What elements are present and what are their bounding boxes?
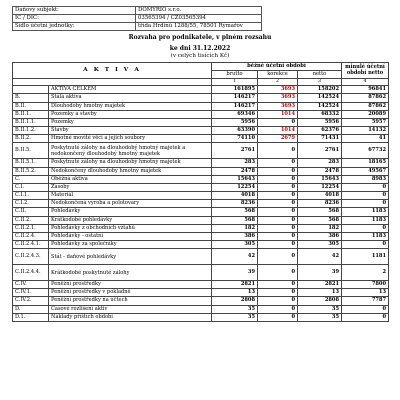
netto-value: 283 — [298, 159, 342, 167]
korekce-value: 0 — [258, 175, 298, 183]
korekce-value: 3693 — [258, 102, 298, 110]
netto-value: 12254 — [298, 183, 342, 191]
row-label: Peněžní prostředky na účtech — [49, 297, 212, 305]
row-label: Peněžní prostředky — [49, 281, 212, 289]
table-row — [13, 240, 389, 248]
index-blank — [13, 79, 212, 86]
korekce-header: korekce — [258, 71, 298, 79]
netto-value: 62376 — [298, 127, 342, 135]
previous-netto-value: 1183 — [342, 232, 389, 240]
info-value: DOMYRIO s.r.o. — [136, 7, 262, 15]
previous-netto-value: 7800 — [342, 281, 389, 289]
previous-netto-value: 0 — [342, 192, 389, 200]
netto-value: 8236 — [298, 200, 342, 208]
subject-info-table — [12, 6, 262, 31]
row-code: B.II.5.2. — [13, 167, 49, 175]
row-code: B.II. — [13, 102, 49, 110]
korekce-value: 0 — [258, 232, 298, 240]
korekce-value: 0 — [258, 118, 298, 126]
info-value: třída Hrdinů 1288/55, 78501 Rýmařov — [136, 23, 262, 31]
balance-sheet-table — [12, 62, 389, 322]
netto-value: 68332 — [298, 110, 342, 118]
table-row — [13, 208, 389, 216]
column-index-row — [13, 79, 389, 86]
row-label: Poskytnuté zálohy na dlouhodobý hmotný majetek — [49, 159, 212, 167]
previous-netto-value: 1181 — [342, 249, 389, 265]
previous-netto-value: 87862 — [342, 102, 389, 110]
table-row — [13, 159, 389, 167]
table-row — [13, 297, 389, 305]
netto-value: 568 — [298, 208, 342, 216]
korekce-value: 0 — [258, 159, 298, 167]
row-code: C.II.2.4.4. — [13, 265, 49, 281]
row-code: C.II.2. — [13, 216, 49, 224]
row-code — [13, 86, 49, 94]
column-number: 1 — [212, 79, 258, 86]
previous-netto-value: 87862 — [342, 94, 389, 102]
table-row — [13, 232, 389, 240]
korekce-value: 0 — [258, 249, 298, 265]
table-row — [13, 224, 389, 232]
row-code: B.II.1.2. — [13, 127, 49, 135]
table-row — [13, 305, 389, 313]
row-label: Hmotné movité věci a jejich soubory — [49, 135, 212, 143]
row-code: C.II. — [13, 208, 49, 216]
netto-value: 4018 — [298, 192, 342, 200]
netto-value: 386 — [298, 232, 342, 240]
info-row — [13, 15, 262, 23]
previous-netto-value: 18165 — [342, 159, 389, 167]
table-row — [13, 216, 389, 224]
netto-value: 71431 — [298, 135, 342, 143]
netto-value: 13 — [298, 289, 342, 297]
row-label: Zásoby — [49, 183, 212, 191]
table-row — [13, 102, 389, 110]
brutto-value: 13 — [212, 289, 258, 297]
table-row — [13, 110, 389, 118]
previous-netto-value: 41 — [342, 135, 389, 143]
row-label: Krátkodobé poskytnuté zálohy — [49, 265, 212, 281]
previous-netto-value: 0 — [342, 240, 389, 248]
previous-netto-value: 0 — [342, 313, 389, 321]
brutto-value: 39 — [212, 265, 258, 281]
netto-value: 182 — [298, 224, 342, 232]
brutto-value: 568 — [212, 208, 258, 216]
row-label: Pohledávky — [49, 208, 212, 216]
document-date: ke dni 31.12.2022 — [169, 45, 231, 52]
row-label: Dlouhodobý hmotný majetek — [49, 102, 212, 110]
row-label: Pohledávky z obchodních vztahů — [49, 224, 212, 232]
netto-value: 142524 — [298, 94, 342, 102]
netto-header: netto — [298, 71, 342, 79]
previous-netto-value: 1183 — [342, 208, 389, 216]
row-code: C.II.2.4.1. — [13, 240, 49, 248]
previous-netto-value: 0 — [342, 183, 389, 191]
brutto-value: 42 — [212, 249, 258, 265]
column-number: 3 — [298, 79, 342, 86]
previous-netto-value: 0 — [342, 200, 389, 208]
table-row — [13, 135, 389, 143]
table-row — [13, 86, 389, 94]
row-label: Stát - daňové pohledávky — [49, 249, 212, 265]
row-code: B.II.1. — [13, 110, 49, 118]
row-code: C.I.1. — [13, 192, 49, 200]
previous-netto-value: 0 — [342, 305, 389, 313]
row-label: Krátkodobé pohledávky — [49, 216, 212, 224]
netto-value: 158202 — [298, 86, 342, 94]
korekce-value: 0 — [258, 305, 298, 313]
table-row — [13, 94, 389, 102]
korekce-value: 0 — [258, 208, 298, 216]
row-label: Stavby — [49, 127, 212, 135]
netto-value: 42 — [298, 249, 342, 265]
row-label: Časové rozlišení aktiv — [49, 305, 212, 313]
column-number: 4 — [342, 79, 389, 86]
brutto-value: 146217 — [212, 94, 258, 102]
row-code: B.II.2. — [13, 135, 49, 143]
table-row — [13, 281, 389, 289]
current-period-header: běžné účetní období — [212, 63, 342, 71]
korekce-value: 0 — [258, 224, 298, 232]
column-number: 2 — [258, 79, 298, 86]
brutto-value: 2761 — [212, 143, 258, 159]
brutto-value: 4018 — [212, 192, 258, 200]
row-label: Nedokončený dlouhodobý hmotný majetek — [49, 167, 212, 175]
netto-value: 35 — [298, 305, 342, 313]
row-code: B. — [13, 94, 49, 102]
netto-value: 2478 — [298, 167, 342, 175]
korekce-value: 1014 — [258, 127, 298, 135]
row-code: C.IV. — [13, 281, 49, 289]
table-row — [13, 313, 389, 321]
table-row — [13, 200, 389, 208]
row-label: Pohledávky - ostatní — [49, 232, 212, 240]
document-page — [12, 6, 388, 322]
korekce-value: 0 — [258, 216, 298, 224]
info-label: Daňový subjekt: — [13, 7, 136, 15]
korekce-value: 3693 — [258, 94, 298, 102]
row-label: Pozemky — [49, 118, 212, 126]
brutto-value: 2808 — [212, 297, 258, 305]
korekce-value: 0 — [258, 167, 298, 175]
netto-value: 15643 — [298, 175, 342, 183]
info-row — [13, 7, 262, 15]
brutto-value: 63390 — [212, 127, 258, 135]
netto-value: 2808 — [298, 297, 342, 305]
info-label: Sídlo účetní jednotky: — [13, 23, 136, 31]
previous-period-header: minulé účetní období netto — [342, 63, 389, 79]
brutto-header: brutto — [212, 71, 258, 79]
row-label: Stálá aktiva — [49, 94, 212, 102]
row-code: C.IV.2. — [13, 297, 49, 305]
brutto-value: 74110 — [212, 135, 258, 143]
previous-netto-value: 20089 — [342, 110, 389, 118]
brutto-value: 35 — [212, 305, 258, 313]
table-row — [13, 118, 389, 126]
netto-value: 568 — [298, 216, 342, 224]
brutto-value: 305 — [212, 240, 258, 248]
brutto-value: 2478 — [212, 167, 258, 175]
previous-netto-value: 49567 — [342, 167, 389, 175]
row-code: C.I.2. — [13, 200, 49, 208]
aktiva-header: A K T I V A — [13, 63, 212, 79]
table-row — [13, 183, 389, 191]
korekce-value: 2679 — [258, 135, 298, 143]
row-code: C.IV.1. — [13, 289, 49, 297]
korekce-value: 0 — [258, 240, 298, 248]
row-label: Pozemky a stavby — [49, 110, 212, 118]
brutto-value: 2821 — [212, 281, 258, 289]
netto-value: 142524 — [298, 102, 342, 110]
table-row — [13, 127, 389, 135]
korekce-value: 0 — [258, 192, 298, 200]
previous-netto-value: 14132 — [342, 127, 389, 135]
previous-netto-value: 2 — [342, 265, 389, 281]
brutto-value: 146217 — [212, 102, 258, 110]
row-code: C.II.2.1. — [13, 224, 49, 232]
row-code: D. — [13, 305, 49, 313]
table-row — [13, 249, 389, 265]
row-code: B.II.5.1. — [13, 159, 49, 167]
brutto-value: 69346 — [212, 110, 258, 118]
row-label: AKTIVA CELKEM — [49, 86, 212, 94]
brutto-value: 386 — [212, 232, 258, 240]
document-title: Rozvaha pro podnikatele, v plném rozsahu — [128, 34, 272, 41]
korekce-value: 0 — [258, 281, 298, 289]
brutto-value: 161895 — [212, 86, 258, 94]
previous-netto-value: 13 — [342, 289, 389, 297]
korekce-value: 1014 — [258, 110, 298, 118]
table-row — [13, 265, 389, 281]
info-label: IČ / DIČ: — [13, 15, 136, 23]
row-code: C.II.2.4.3. — [13, 249, 49, 265]
row-label: Materiál — [49, 192, 212, 200]
row-label: Nedokončená výroba a polotovary — [49, 200, 212, 208]
brutto-value: 8236 — [212, 200, 258, 208]
table-row — [13, 175, 389, 183]
row-code: C.I. — [13, 183, 49, 191]
previous-netto-value: 0 — [342, 224, 389, 232]
table-row — [13, 192, 389, 200]
previous-netto-value: 96841 — [342, 86, 389, 94]
korekce-value: 0 — [258, 183, 298, 191]
row-code: B.II.1.1. — [13, 118, 49, 126]
previous-netto-value: 1183 — [342, 216, 389, 224]
row-label: Pohledávky za společníky — [49, 240, 212, 248]
row-label: Poskytnuté zálohy na dlouhodobý hmotný majetek a nedokončený dlouhodobý hmotný majetek — [49, 143, 212, 159]
row-code: C. — [13, 175, 49, 183]
previous-netto-value: 8983 — [342, 175, 389, 183]
brutto-value: 568 — [212, 216, 258, 224]
brutto-value: 182 — [212, 224, 258, 232]
info-value: 03565394 / CZ03565394 — [136, 15, 262, 23]
netto-value: 2821 — [298, 281, 342, 289]
row-code: C.II.2.4. — [13, 232, 49, 240]
korekce-value: 0 — [258, 143, 298, 159]
korekce-value: 3693 — [258, 86, 298, 94]
brutto-value: 15643 — [212, 175, 258, 183]
row-code: D.1. — [13, 313, 49, 321]
row-label: Oběžná aktiva — [49, 175, 212, 183]
netto-value: 2761 — [298, 143, 342, 159]
row-label: Peněžní prostředky v pokladně — [49, 289, 212, 297]
info-row — [13, 23, 262, 31]
table-header-row — [13, 63, 389, 71]
row-code: B.II.5. — [13, 143, 49, 159]
korekce-value: 0 — [258, 200, 298, 208]
previous-netto-value: 7787 — [342, 297, 389, 305]
netto-value: 39 — [298, 265, 342, 281]
brutto-value: 283 — [212, 159, 258, 167]
netto-value: 305 — [298, 240, 342, 248]
document-units: (v celých tisících Kč) — [170, 53, 230, 59]
netto-value: 35 — [298, 313, 342, 321]
netto-value: 5956 — [298, 118, 342, 126]
korekce-value: 0 — [258, 313, 298, 321]
brutto-value: 35 — [212, 313, 258, 321]
previous-netto-value: 67732 — [342, 143, 389, 159]
korekce-value: 0 — [258, 265, 298, 281]
previous-netto-value: 5957 — [342, 118, 389, 126]
table-row — [13, 143, 389, 159]
row-label: Náklady příštích období — [49, 313, 212, 321]
brutto-value: 12254 — [212, 183, 258, 191]
table-row — [13, 167, 389, 175]
table-row — [13, 289, 389, 297]
korekce-value: 0 — [258, 297, 298, 305]
brutto-value: 5956 — [212, 118, 258, 126]
korekce-value: 0 — [258, 289, 298, 297]
